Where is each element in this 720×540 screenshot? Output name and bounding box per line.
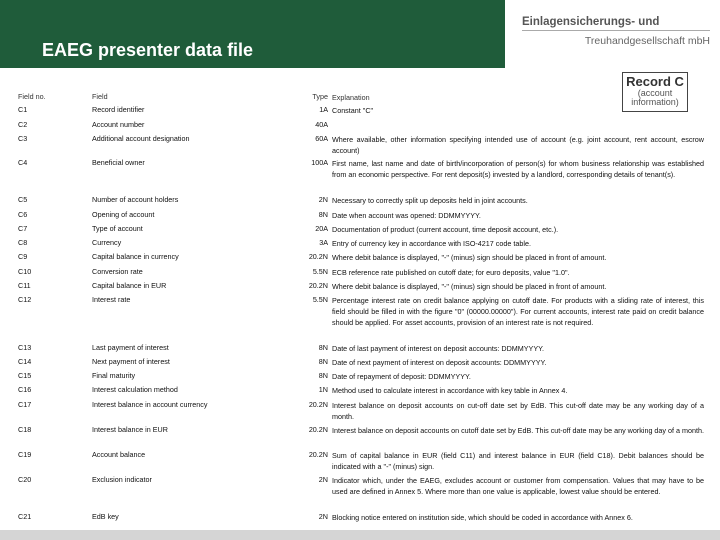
cell-explanation: Where debit balance is displayed, "-" (minus) sign should be placed in front of amount. (332, 282, 607, 291)
cell-field: Currency (92, 238, 122, 247)
cell-field: Number of account holders (92, 195, 179, 204)
cell-explanation: ECB reference rate published on cutoff date; for euro deposits, value "1.0". (332, 268, 570, 277)
cell-explanation: Where debit balance is displayed, "-" (minus) sign should be placed in front of amount. (332, 253, 607, 262)
cell-explanation: Constant "C" (332, 106, 374, 115)
cell-type: 8N (318, 210, 328, 219)
cell-field-no: C20 (18, 475, 32, 484)
logo-line1: Einlagensicherungs- und (522, 16, 660, 28)
cell-field: Last payment of interest (92, 343, 169, 352)
cell-type: 2N (318, 512, 328, 521)
header-field: Field (92, 92, 108, 101)
cell-explanation: Interest balance on deposit accounts on cut-off date set by EdB. This cut-off date may be any working day of a month. (332, 401, 704, 422)
cell-field: Account number (92, 120, 145, 129)
cell-field: Capital balance in EUR (92, 281, 167, 290)
cell-explanation: Blocking notice entered on institution side, which should be coded in accordance with Annex 6. (332, 513, 633, 522)
cell-field-no: C4 (18, 158, 28, 167)
cell-field-no: C8 (18, 238, 28, 247)
cell-type: 20.2N (308, 281, 328, 290)
footer-bar (0, 530, 720, 540)
cell-type: 40A (315, 120, 328, 129)
cell-type: 1A (319, 105, 328, 114)
cell-type: 3A (319, 238, 328, 247)
cell-explanation: Indicator which, under the EAEG, excludes account or customer from compensation. Values that may have to be used are defined in Annex 5. Where more than one value is applicable, lowest value should be entered. (332, 476, 704, 497)
cell-field-no: C13 (18, 343, 32, 352)
cell-field: Conversion rate (92, 267, 143, 276)
cell-field: Type of account (92, 224, 143, 233)
cell-field-no: C19 (18, 450, 32, 459)
cell-type: 1N (318, 385, 328, 394)
logo-line2: Treuhandgesellschaft mbH (584, 35, 710, 47)
cell-field-no: C18 (18, 425, 32, 434)
cell-explanation: Date of next payment of interest on deposit accounts: DDMMYYYY. (332, 358, 547, 367)
header-field-no: Field no. (18, 92, 46, 101)
cell-field-no: C21 (18, 512, 32, 521)
cell-field: Next payment of interest (92, 357, 170, 366)
cell-field: Account balance (92, 450, 146, 459)
cell-explanation: Sum of capital balance in EUR (field C11) and interest balance in EUR (field C18). Debit balances should be indicated with a "-" (minus) sign. (332, 451, 704, 472)
cell-field: Final maturity (92, 371, 136, 380)
cell-type: 8N (318, 371, 328, 380)
cell-field: Beneficial owner (92, 158, 145, 167)
cell-field-no: C11 (18, 281, 31, 290)
cell-field-no: C15 (18, 371, 32, 380)
cell-field-no: C6 (18, 210, 28, 219)
cell-type: 20.2N (308, 400, 328, 409)
cell-field-no: C14 (18, 357, 32, 366)
cell-explanation: Date of repayment of deposit: DDMMYYYY. (332, 372, 471, 381)
cell-type: 5.5N (312, 295, 328, 304)
record-badge-subtitle-2: information) (631, 97, 679, 107)
header-type: Type (312, 92, 328, 101)
cell-field: Interest rate (92, 295, 131, 304)
cell-explanation: Date of last payment of interest on deposit accounts: DDMMYYYY. (332, 344, 545, 353)
cell-type: 2N (318, 195, 328, 204)
cell-type: 8N (318, 343, 328, 352)
cell-field-no: C17 (18, 400, 32, 409)
cell-explanation: Interest balance on deposit accounts on cutoff date set by EdB. This cut-off date may be any working day of a month. (332, 426, 704, 435)
cell-field: Interest balance in EUR (92, 425, 168, 434)
cell-field-no: C9 (18, 252, 28, 261)
cell-explanation: Entry of currency key in accordance with ISO-4217 code table. (332, 239, 531, 248)
header-explanation: Explanation (332, 93, 370, 102)
cell-field: Exclusion indicator (92, 475, 152, 484)
cell-type: 100A (311, 158, 328, 167)
cell-explanation: Percentage interest rate on credit balance applying on cutoff date. For products with a sliding rate of interest, this field should be filled in with the figure "0" (00000.00000"). For current accounts, interest rate paid on credit balance should be applied. For asset accounts, provision of an interest rate is not required. (332, 296, 704, 328)
cell-explanation: Necessary to correctly split up deposits held in joint accounts. (332, 196, 528, 205)
cell-type: 2N (318, 475, 328, 484)
record-badge-title: Record C (626, 74, 684, 89)
cell-field: Capital balance in currency (92, 252, 179, 261)
cell-field-no: C1 (18, 105, 28, 114)
cell-field: EdB key (92, 512, 119, 521)
cell-field: Interest calculation method (92, 385, 178, 394)
cell-field-no: C2 (18, 120, 28, 129)
cell-explanation: Method used to calculate interest in accordance with key table in Annex 4. (332, 386, 568, 395)
cell-type: 20.2N (308, 252, 328, 261)
cell-explanation: Date when account was opened: DDMMYYYY. (332, 211, 481, 220)
cell-field-no: C16 (18, 385, 32, 394)
cell-explanation: First name, last name and date of birth/incorporation of person(s) for whom business relationship was established from an economic perspective. For rent deposit(s) invested by a landlord, corresponding details of tenant(s). (332, 159, 704, 180)
cell-field-no: C10 (18, 267, 32, 276)
cell-field: Interest balance in account currency (92, 400, 208, 409)
cell-type: 20.2N (308, 450, 328, 459)
cell-type: 5.5N (312, 267, 328, 276)
cell-type: 60A (315, 134, 328, 143)
cell-type: 8N (318, 357, 328, 366)
page-title: EAEG presenter data file (42, 40, 254, 60)
cell-field: Opening of account (92, 210, 155, 219)
logo-divider (522, 30, 710, 31)
cell-field-no: C12 (18, 295, 32, 304)
cell-field-no: C7 (18, 224, 28, 233)
cell-field-no: C5 (18, 195, 28, 204)
cell-field: Additional account designation (92, 134, 190, 143)
cell-type: 20.2N (308, 425, 328, 434)
record-badge-subtitle-1: (account (637, 88, 673, 98)
cell-field-no: C3 (18, 134, 28, 143)
cell-type: 20A (315, 224, 328, 233)
company-logo (522, 16, 710, 47)
cell-explanation: Where available, other information specifying intended use of account (e.g. joint account, rent account, escrow account) (332, 135, 704, 156)
cell-field: Record identifier (92, 105, 145, 114)
cell-explanation: Documentation of product (current account, time deposit account, etc.). (332, 225, 559, 234)
